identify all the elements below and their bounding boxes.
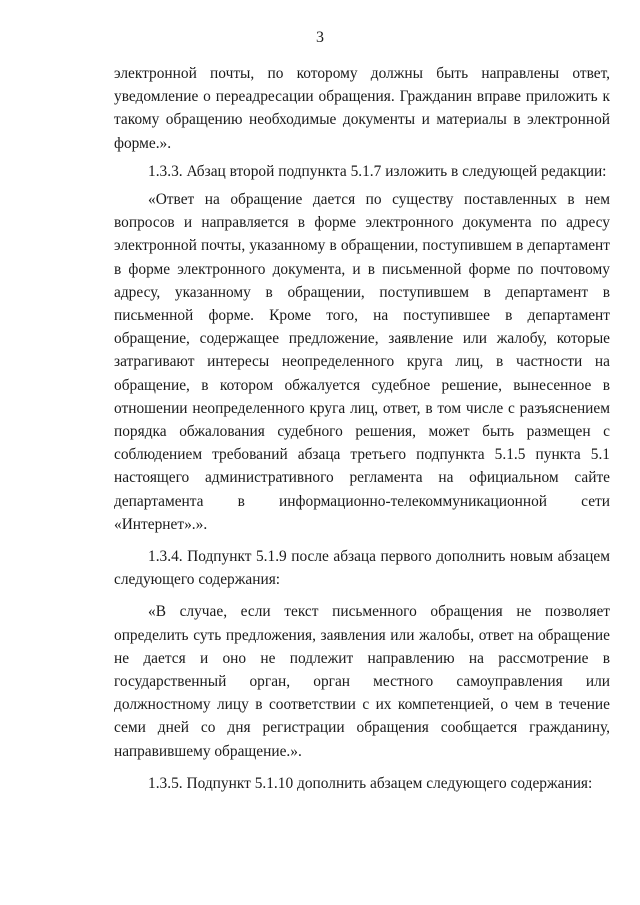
paragraph-quote-answer: «Ответ на обращение дается по существу поставленных в нем вопросов и направляется в форме электронного документа по адресу электронной почты, указанному в обращении, поступившем в департамент в форме электронного документа, и в письменной форме по почтовому адресу, указанному в обращении, поступившем в департамент в письменной форме. Кроме того, на поступившее в департамент обращение, содержащее предложение, заявление или жалобу, которые затрагивают интересы неопределенного круга лиц, в частности на обращение, в котором обжалуется судебное решение, вынесенное в отношении неопределенного круга лиц, ответ, в том числе с разъяснением порядка обжалования судебного решения, может быть размещен с соблюдением требований абзаца третьего подпункта 5.1.5 пункта 5.1 настоящего административного регламента на официальном сайте департамента в информационно-телекоммуникационной сети «Интернет».». — [114, 191, 610, 533]
document-body — [114, 62, 610, 795]
paragraph-1-3-5: 1.3.5. Подпункт 5.1.10 дополнить абзацем следующего содержания: — [148, 774, 593, 792]
paragraph-1-3-3: 1.3.3. Абзац второй подпункта 5.1.7 изложить в следующей редакции: — [148, 162, 607, 180]
page-number: 3 — [316, 29, 324, 46]
paragraph-1-3-4: 1.3.4. Подпункт 5.1.9 после абзаца первого дополнить новым абзацем следующего содержания: — [114, 548, 610, 589]
paragraph-continuation: электронной почты, по которому должны быть направлены ответ, уведомление о переадресации обращения. Гражданин вправе приложить к такому обращению необходимые документы и материалы в электронной форме.». — [114, 65, 610, 152]
paragraph-quote-case: «В случае, если текст письменного обращения не позволяет определить суть предложения, заявления или жалобы, ответ на обращение не дается и оно не подлежит направлению на рассмотрение в государственный орган, орган местного самоуправления или должностному лицу в соответствии с их компетенцией, о чем в течение семи дней со дня регистрации обращения сообщается гражданину, направившему обращение.». — [114, 603, 610, 760]
